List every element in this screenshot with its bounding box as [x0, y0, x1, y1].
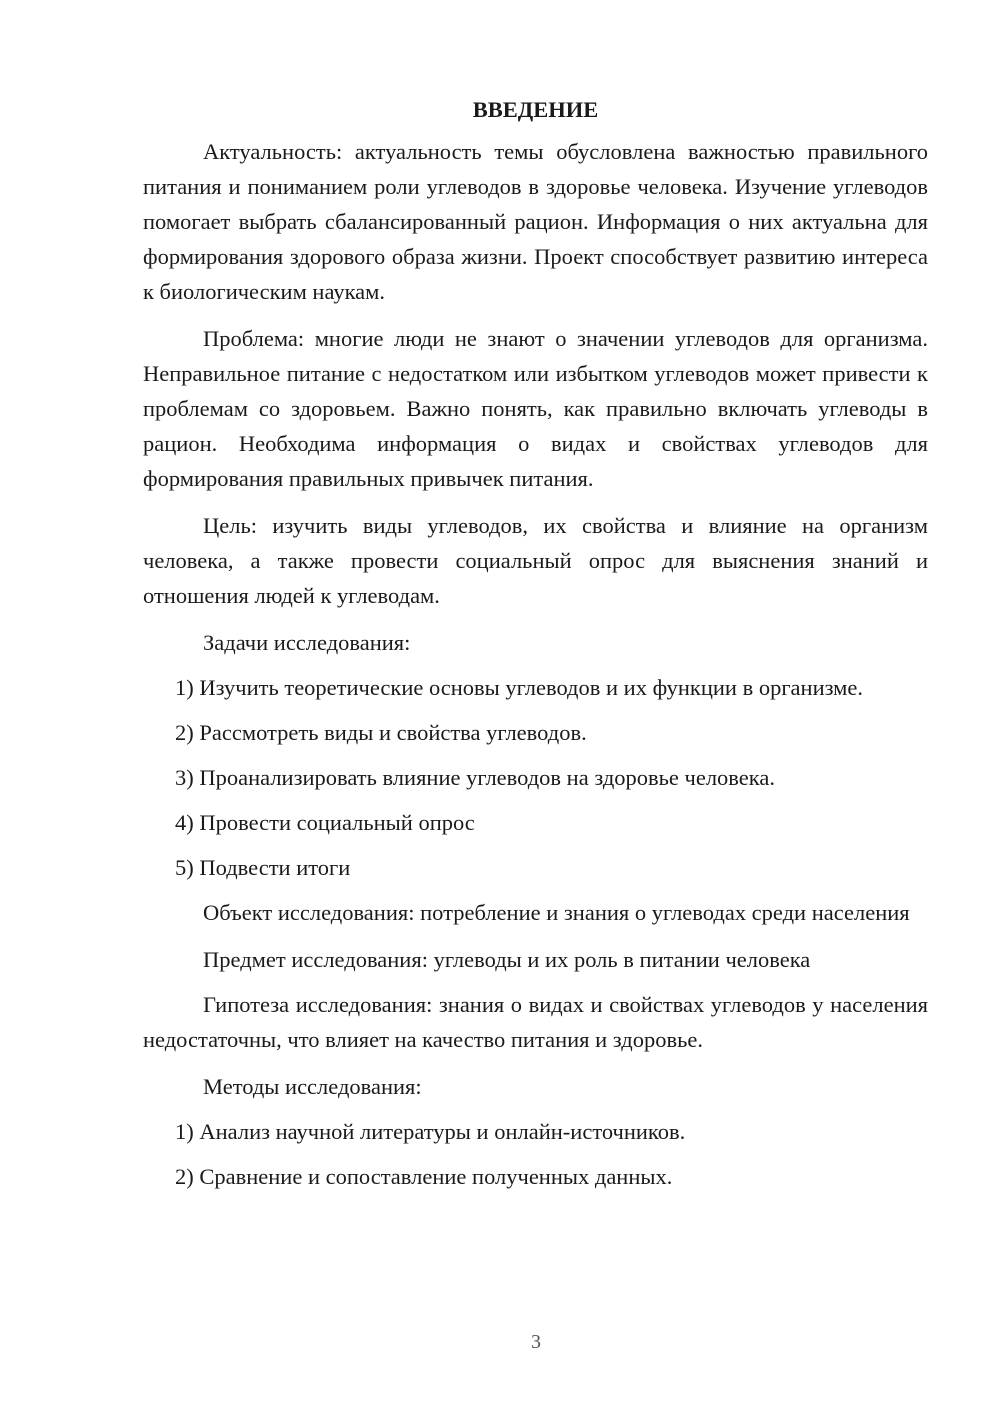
goal-paragraph: Цель: изучить виды углеводов, их свойства и влияние на организм человека, а также провести социальный опрос для выяснения знаний и отношения людей к углеводам. — [143, 513, 928, 608]
page-number: 3 — [531, 1331, 541, 1353]
object-paragraph: Объект исследования: потребление и знания о углеводах среди населения — [203, 900, 910, 925]
task-item-2: 2) Рассмотреть виды и свойства углеводов. — [175, 720, 587, 745]
task-item-4: 4) Провести социальный опрос — [175, 810, 475, 835]
hypothesis-paragraph: Гипотеза исследования: знания о видах и свойствах углеводов у населения недостаточны, что влияет на качество питания и здоровье. — [143, 992, 928, 1052]
task-item-1: 1) Изучить теоретические основы углеводов и их функции в организме. — [175, 675, 864, 700]
tasks-heading: Задачи исследования: — [203, 630, 411, 655]
document-page — [143, 90, 928, 1204]
method-item-2: 2) Сравнение и сопоставление полученных данных. — [175, 1164, 673, 1189]
method-item-1: 1) Анализ научной литературы и онлайн-источников. — [175, 1119, 686, 1144]
task-item-3: 3) Проанализировать влияние углеводов на здоровье человека. — [175, 765, 775, 790]
problem-paragraph: Проблема: многие люди не знают о значении углеводов для организма. Неправильное питание с недостатком или избытком углеводов может привести к проблемам со здоровьем. Важно понять, как правильно включать углеводы в рацион. Необходима информация о видах и свойствах углеводов для формирования правильных привычек питания. — [143, 326, 928, 491]
subject-paragraph: Предмет исследования: углеводы и их роль в питании человека — [203, 947, 811, 972]
task-item-5: 5) Подвести итоги — [175, 855, 351, 880]
section-title: ВВЕДЕНИЕ — [472, 97, 599, 122]
methods-heading: Методы исследования: — [203, 1074, 422, 1099]
relevance-paragraph: Актуальность: актуальность темы обусловлена важностью правильного питания и пониманием роли углеводов в здоровье человека. Изучение углеводов помогает выбрать сбалансированный рацион. Информация о них актуальна для формирования здорового образа жизни. Проект способствует развитию интереса к биологическим наукам. — [143, 139, 928, 304]
